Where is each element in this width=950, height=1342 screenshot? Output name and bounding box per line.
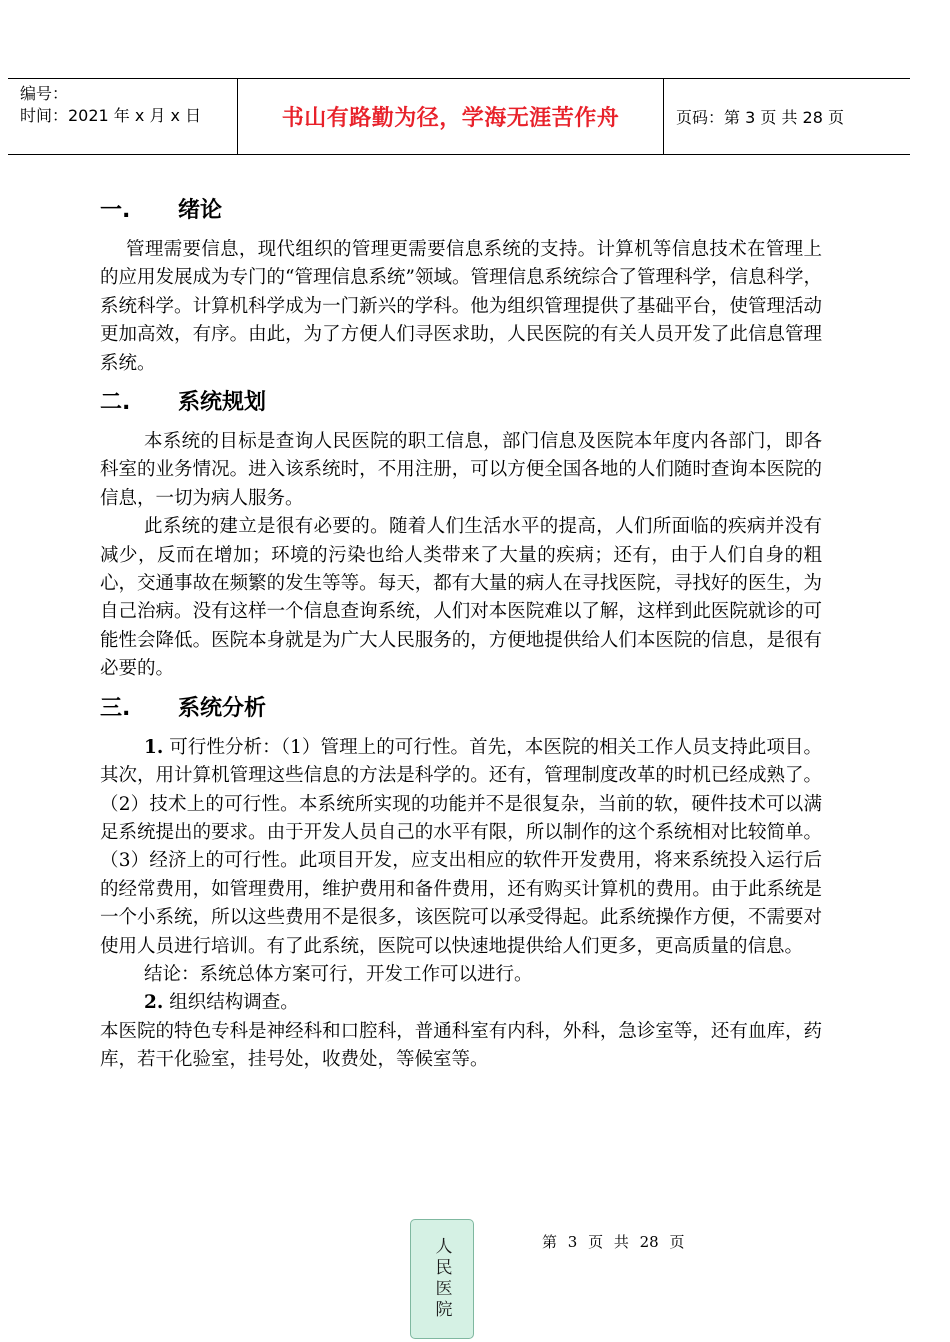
paragraph: 本系统的目标是查询人民医院的职工信息，部门信息及医院本年度内各部门，即各科室的业务情况。进入该系统时，不用注册，可以方便全国各地的人们随时查询本医院的信息，一切为病人服务。	[100, 431, 822, 509]
paragraph: 管理需要信息，现代组织的管理更需要信息系统的支持。计算机等信息技术在管理上的应用发展成为专门的“管理信息系统”领域。管理信息系统综合了管理科学，信息科学，系统科学。计算机科学成为一门新兴的学科。他为组织管理提供了基础平台，使管理活动更加高效，有序。由此，为了方便人们寻医求助，人民医院的有关人员开发了此信息管理系统。	[100, 239, 822, 374]
stamp-text: 人民医院	[431, 1237, 452, 1321]
org-structure-text: 组织结构调查。	[163, 992, 299, 1014]
item-number: 1.	[144, 736, 164, 758]
section-number: 一.	[100, 198, 131, 223]
section-heading-introduction	[100, 196, 822, 226]
conclusion-paragraph: 结论：系统总体方案可行，开发工作可以进行。	[144, 963, 533, 985]
footer-page-number: 第 3 页 共 28 页	[542, 1233, 685, 1251]
hospital-stamp	[410, 1219, 474, 1339]
page-header	[8, 78, 910, 155]
section-heading-system-planning	[100, 388, 822, 418]
section-number: 二.	[100, 390, 131, 416]
feasibility-text: 可行性分析：（1）管理上的可行性。首先，本医院的相关工作人员支持此项目。其次，用计算机管理这些信息的方法是科学的。还有，管理制度改革的时机已经成熟了。（2）技术上的可行性。本系统所实现的功能并不是很复杂，当前的软，硬件技术可以满足系统提出的要求。由于开发人员自己的水平有限，所以制作的这个系统相对比较简单。（3）经济上的可行性。此项目开发，应支出相应的软件开发费用，将来系统投入运行后的经常费用，如管理费用，维护费用和备件费用，还有购买计算机的费用。由于此系统是一个小系统，所以这些费用不是很多，该医院可以承受得起。此系统操作方便，不需要对使用人员进行培训。有了此系统，医院可以快速地提供给人们更多，更高质量的信息。	[100, 736, 822, 957]
document-number-label: 编号：	[20, 84, 69, 103]
section-heading-system-analysis	[100, 694, 822, 724]
header-motto: 书山有路勤为径，学海无涯苦作舟	[238, 79, 664, 154]
document-body	[100, 196, 822, 1075]
org-structure-paragraph	[100, 989, 822, 1017]
paragraph: 此系统的建立是很有必要的。随着人们生活水平的提高，人们所面临的疾病并没有减少，反而在增加；环境的污染也给人类带来了大量的疾病；还有，由于人们自身的粗心，交通事故在频繁的发生等等。每天，都有大量的病人在寻找医院，寻找好的医生，为自己治病。没有这样一个信息查询系统，人们对本医院难以了解，这样到此医院就诊的可能性会降低。医院本身就是为广大人民服务的，方便地提供给人们本医院的信息，是很有必要的。	[100, 516, 822, 680]
item-number: 2.	[144, 992, 164, 1014]
section-title: 系统分析	[178, 695, 267, 721]
section-number: 三.	[100, 695, 131, 721]
org-detail-paragraph: 本医院的特色专科是神经科和口腔科，普通科室有内科，外科，急诊室等，还有血库，药库，若干化验室，挂号处，收费处，等候室等。	[100, 1020, 822, 1071]
feasibility-paragraph	[100, 734, 822, 961]
section-title: 系统规划	[178, 390, 267, 416]
section-title: 绪论	[178, 198, 223, 223]
header-page-label: 页码：第 3 页 共 28 页	[676, 108, 844, 127]
header-meta	[8, 79, 238, 154]
document-date-label: 时间：2021 年 x 月 x 日	[20, 106, 202, 125]
